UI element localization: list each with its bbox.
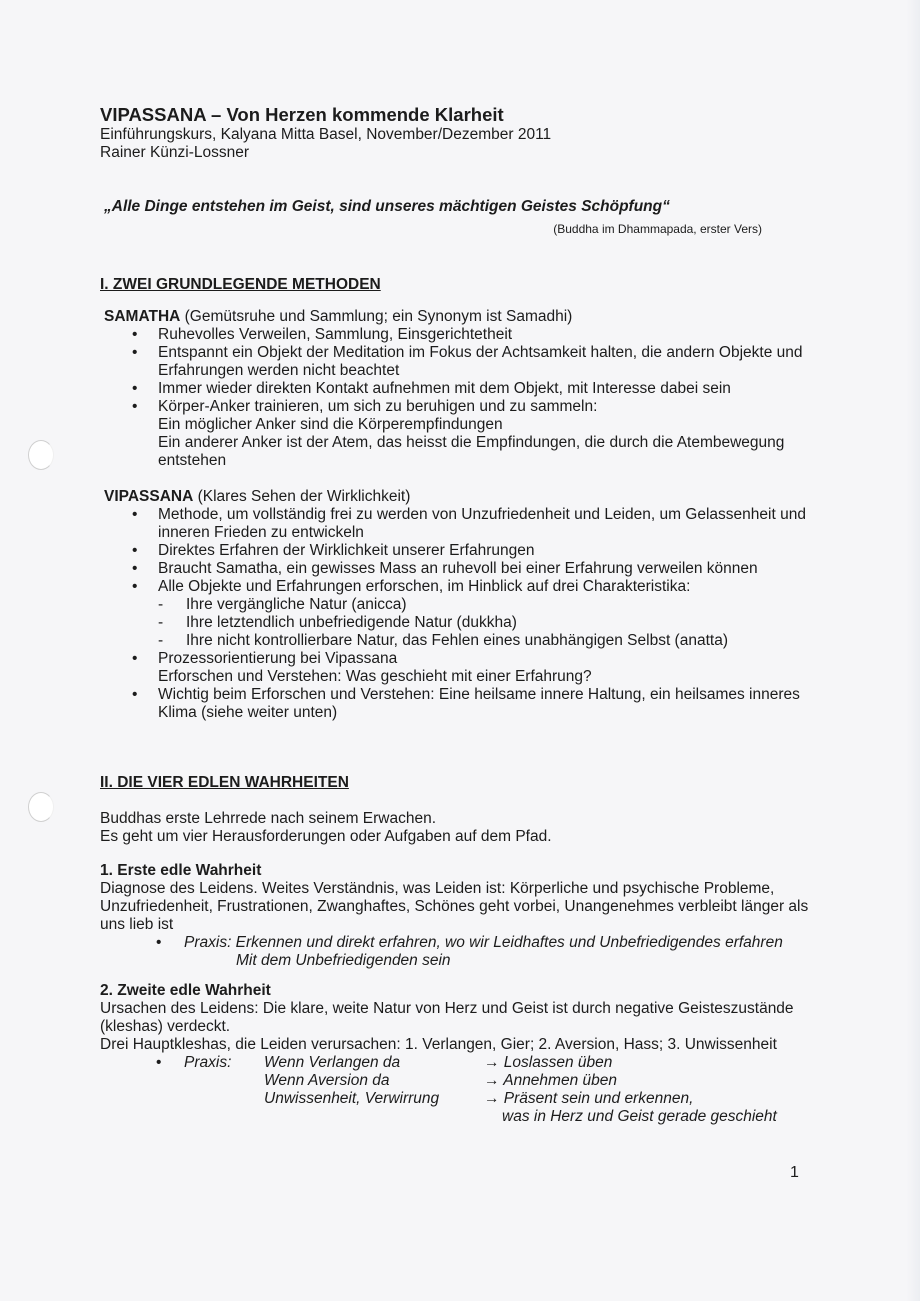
section-heading-methods: I. ZWEI GRUNDLEGENDE METHODEN [100,276,381,293]
punch-hole [28,440,54,470]
vipassana-term: VIPASSANA [104,488,194,505]
characteristic-item: - Ihre nicht kontrollierbare Natur, das Fehlen eines unabhängigen Selbst (anatta) [186,632,830,650]
praxis-line: Mit dem Unbefriedigenden sein [236,952,451,969]
characteristics-list [158,596,830,650]
truths-intro: Buddhas erste Lehrrede nach seinem Erwachen. [100,810,437,827]
samatha-list [100,326,830,470]
list-item: • Wichtig beim Erforschen und Verstehen: Eine heilsame innere Haltung, ein heilsames inneres Klima (siehe weiter unten) [158,686,830,722]
section-heading-truths: II. DIE VIER EDLEN WAHRHEITEN [100,774,349,791]
praxis-remedy: → Loslassen üben [484,1054,613,1071]
praxis-line: • Praxis: Erkennen und direkt erfahren, wo wir Leidhaftes und Unbefriedigendes erfahren [184,934,783,951]
anchor-line: • Körper-Anker trainieren, um sich zu beruhigen und zu sammeln: [158,398,598,415]
vipassana-heading [104,488,830,506]
praxis-remedy: → Präsent sein und erkennen, [484,1090,694,1107]
characteristic-item: - Ihre letztendlich unbefriedigende Natur (dukkha) [186,614,830,632]
samatha-desc: (Gemütsruhe und Sammlung; ein Synonym ist Samadhi) [180,308,573,325]
truth1-text: Diagnose des Leidens. Weites Verständnis, was Leiden ist: Körperliche und psychische Probleme, Unzufriedenheit, Frustrationen, Zwanghaftes, Schönes geht vorbei, Unangenehmes verbleibt länger als uns lieb ist [100,880,809,933]
truths-intro: Es geht um vier Herausforderungen oder Aufgaben auf dem Pfad. [100,828,552,845]
explore-text: • Alle Objekte und Erfahrungen erforschen, im Hinblick auf drei Charakteristika: [158,578,691,595]
document-content [100,104,830,1126]
list-item-process [158,650,830,686]
praxis-remedy: → Annehmen üben [484,1072,617,1089]
praxis-label: • Praxis: [184,1054,232,1071]
vipassana-list [100,506,830,722]
course-info: Einführungskurs, Kalyana Mitta Basel, November/Dezember 2011 [100,126,552,143]
truth2-kleshas: Drei Hauptkleshas, die Leiden verursachen: 1. Verlangen, Gier; 2. Aversion, Hass; 3. Unwissenheit [100,1036,777,1053]
truth2-text: Ursachen des Leidens: Die klare, weite Natur von Herz und Geist ist durch negative Geisteszustände (kleshas) verdeckt. [100,1000,794,1035]
praxis-remedy-continued: was in Herz und Geist gerade geschieht [502,1108,777,1125]
page-number: 1 [790,1164,799,1181]
author: Rainer Künzi-Lossner [100,144,250,161]
truth2-praxis-table [184,1054,830,1126]
samatha-term: SAMATHA [104,308,181,325]
document-title: VIPASSANA – Von Herzen kommende Klarheit [100,104,504,125]
list-item: • Ruhevolles Verweilen, Sammlung, Einsgerichtetheit [158,326,830,344]
list-item-anchor [158,398,830,470]
list-item-explore [158,578,830,650]
praxis-cause: Wenn Verlangen da [264,1054,401,1071]
anchor-line: Ein anderer Anker ist der Atem, das heisst die Empfindungen, die durch die Atembewegung entstehen [158,434,785,469]
process-line: Erforschen und Verstehen: Was geschieht mit einer Erfahrung? [158,668,592,685]
list-item: • Direktes Erfahren der Wirklichkeit unserer Erfahrungen [158,542,830,560]
punch-hole [28,792,54,822]
truth1-heading: 1. Erste edle Wahrheit [100,862,262,879]
samatha-heading [104,308,830,326]
list-item: • Methode, um vollständig frei zu werden von Unzufriedenheit und Leiden, um Gelassenheit und inneren Frieden zu entwickeln [158,506,830,542]
truth1-praxis [184,934,830,970]
praxis-cause: Wenn Aversion da [264,1072,390,1089]
vipassana-desc: (Klares Sehen der Wirklichkeit) [193,488,411,505]
praxis-cause: Unwissenheit, Verwirrung [264,1090,440,1107]
characteristic-item: - Ihre vergängliche Natur (anicca) [186,596,830,614]
list-item: • Braucht Samatha, ein gewisses Mass an ruhevoll bei einer Erfahrung verweilen können [158,560,830,578]
process-line: • Prozessorientierung bei Vipassana [158,650,398,667]
anchor-line: Ein möglicher Anker sind die Körperempfindungen [158,416,503,433]
list-item: • Entspannt ein Objekt der Meditation im Fokus der Achtsamkeit halten, die andern Objekte und Erfahrungen werden nicht beachtet [158,344,830,380]
quote-source: (Buddha im Dhammapada, erster Vers) [553,222,762,236]
truth2-heading: 2. Zweite edle Wahrheit [100,982,271,999]
page-edge-shadow [906,0,920,1301]
list-item: • Immer wieder direkten Kontakt aufnehmen mit dem Objekt, mit Interesse dabei sein [158,380,830,398]
quote-text: „Alle Dinge entstehen im Geist, sind unseres mächtigen Geistes Schöpfung“ [104,198,670,215]
